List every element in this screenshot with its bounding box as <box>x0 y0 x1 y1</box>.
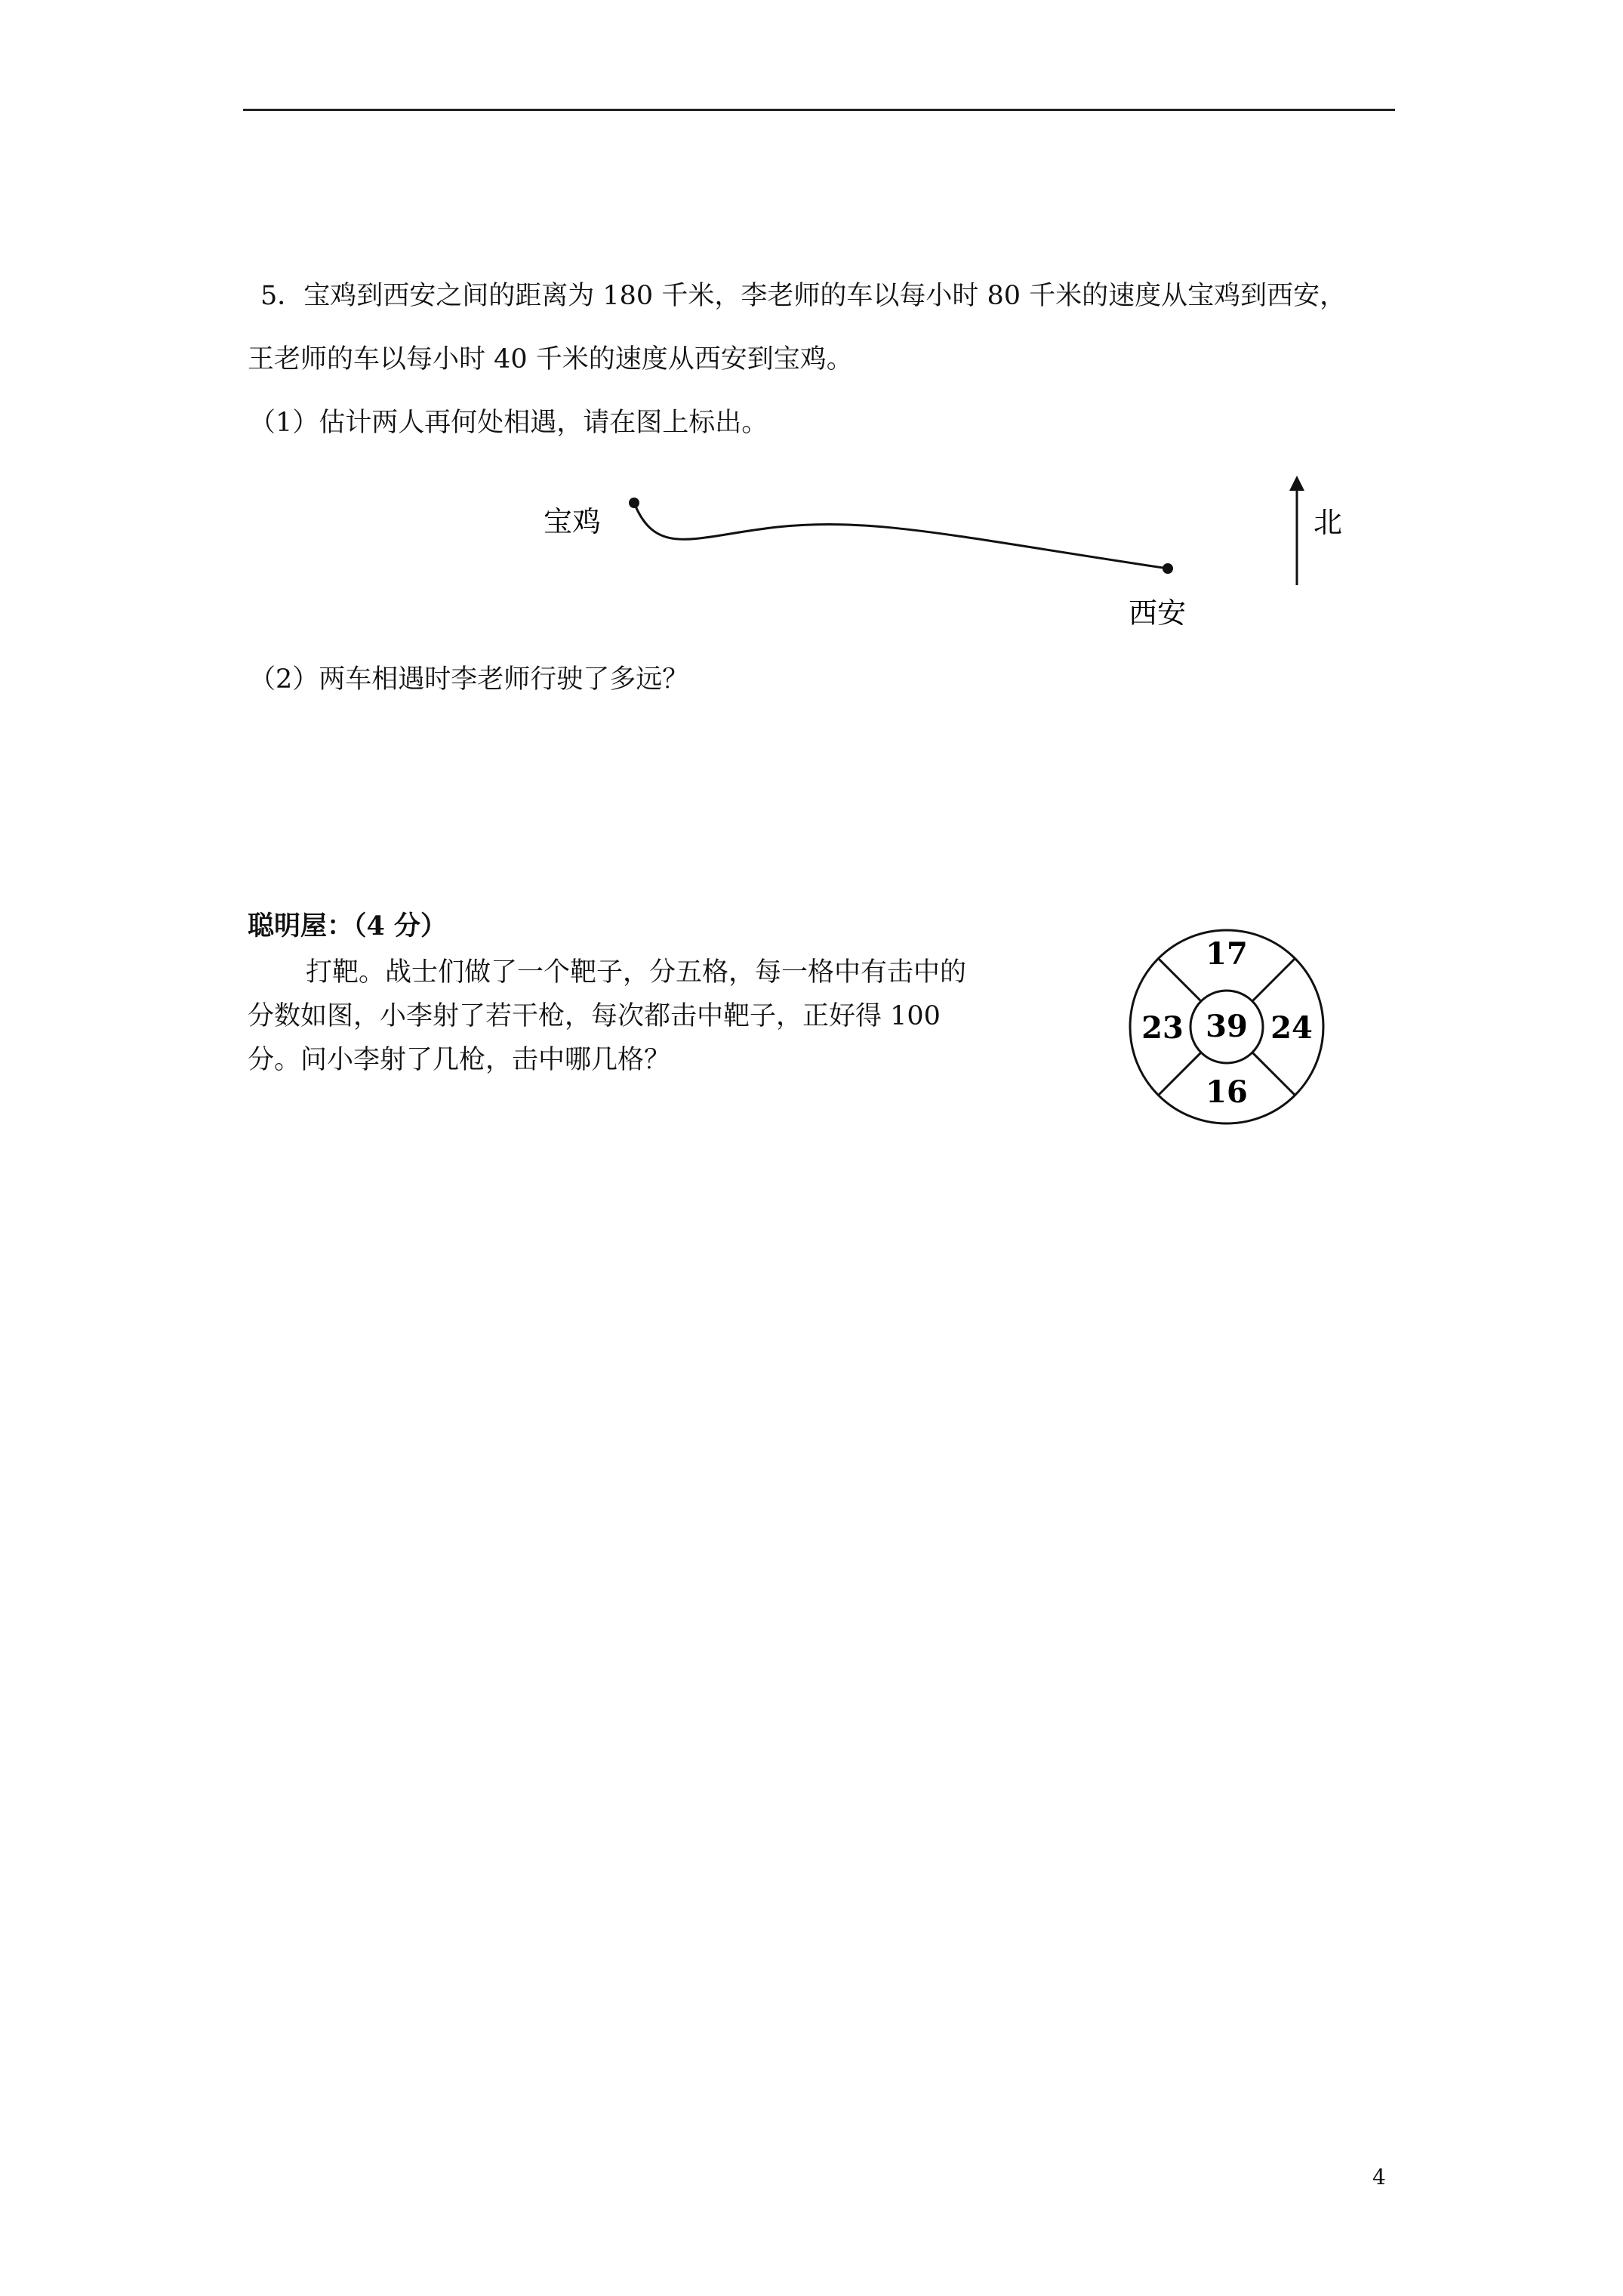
start-label: 宝鸡 <box>544 505 602 538</box>
question-5-line-1: 5．宝鸡到西安之间的距离为 180 千米，李老师的车以每小时 80 千米的速度从宝鸡到西安， <box>260 281 1347 311</box>
start-point <box>629 498 639 508</box>
target-score-left: 23 <box>1141 1010 1184 1046</box>
north-label: 北 <box>1313 506 1343 539</box>
page-number: 4 <box>1372 2165 1386 2190</box>
target-score-top: 17 <box>1206 936 1248 972</box>
end-label: 西安 <box>1129 596 1187 630</box>
route-line <box>634 503 1168 569</box>
question-5-part-2: （2）两车相遇时李老师行驶了多远？ <box>249 664 689 695</box>
target-divider <box>1159 959 1202 1002</box>
target-score-bottom: 16 <box>1206 1074 1248 1110</box>
bonus-line-2: 分数如图，小李射了若干枪，每次都击中靶子，正好得 100 <box>248 1001 941 1031</box>
route-map <box>528 468 1359 649</box>
target-score-right: 24 <box>1270 1010 1313 1046</box>
target-diagram <box>1121 921 1332 1133</box>
target-score-center: 39 <box>1206 1009 1248 1044</box>
bonus-line-3: 分。问小李射了几枪，击中哪几格？ <box>248 1045 671 1075</box>
target-divider <box>1252 959 1295 1002</box>
question-5-part-1: （1）估计两人再何处相遇，请在图上标出。 <box>249 408 768 438</box>
bonus-line-1: 打靶。战士们做了一个靶子，分五格，每一格中有击中的 <box>306 957 967 988</box>
bonus-heading: 聪明屋：（4 分） <box>248 911 448 942</box>
target-divider <box>1252 1052 1295 1096</box>
north-arrow-icon <box>1289 476 1304 491</box>
target-divider <box>1159 1052 1202 1096</box>
header-rule <box>243 109 1395 111</box>
end-point <box>1163 563 1173 574</box>
question-5-line-2: 王老师的车以每小时 40 千米的速度从西安到宝鸡。 <box>248 344 853 374</box>
